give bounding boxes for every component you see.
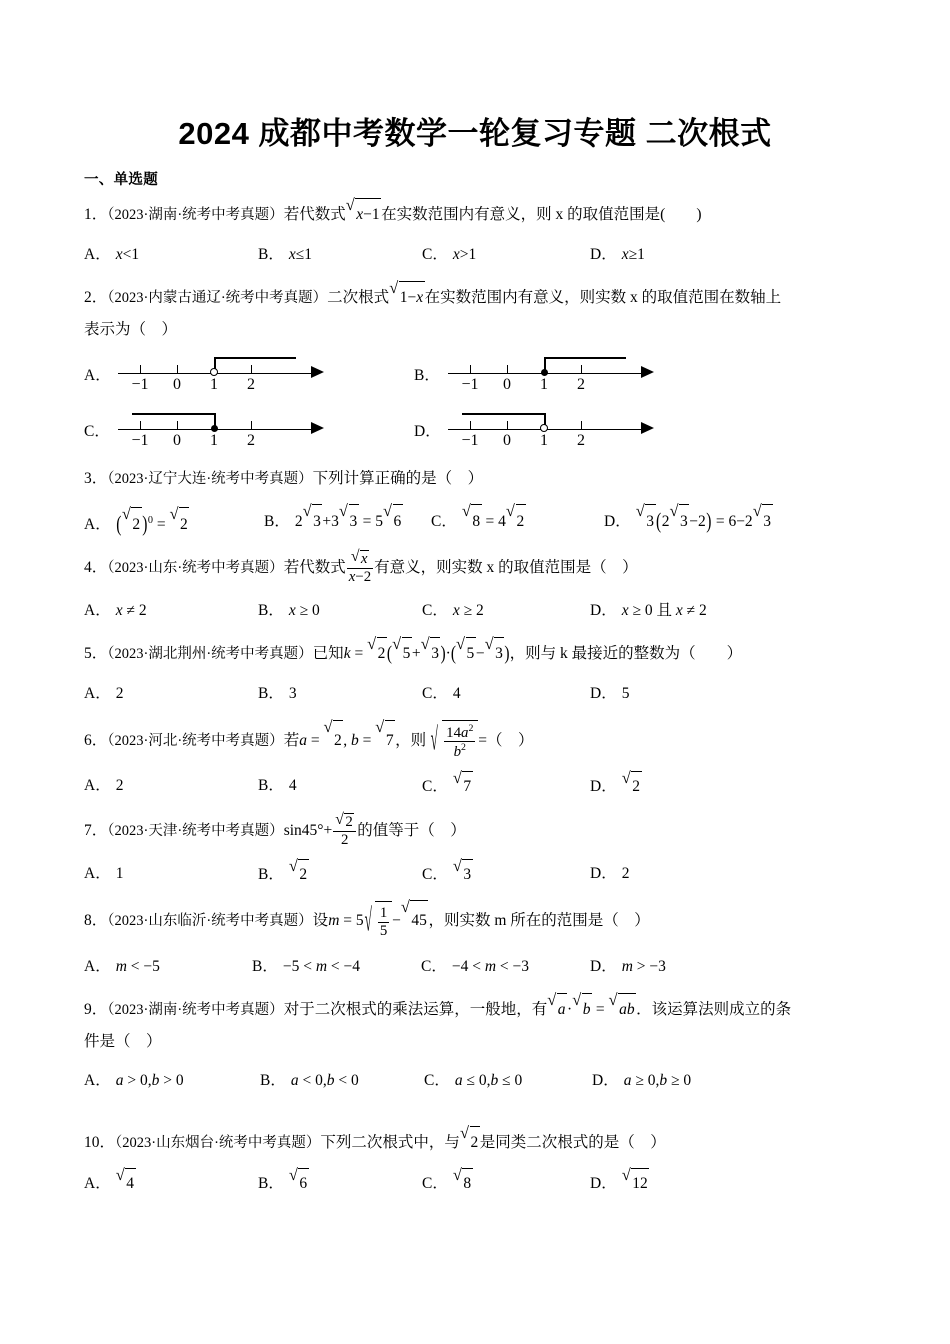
option-c-label: C． — [84, 423, 110, 440]
question-4 — [84, 549, 874, 626]
endpoint-filled-dot — [541, 369, 548, 376]
option-b-label: B． — [414, 367, 440, 384]
question-1-number: 1 — [84, 206, 92, 223]
question-4-number: 4 — [84, 559, 92, 576]
question-9-option-d[interactable]: D． a ≥ 0,b ≥ 0 — [592, 1071, 692, 1089]
question-8-number: 8 — [84, 912, 92, 930]
tick-0 — [177, 365, 178, 374]
tick-label-1: 1 — [540, 376, 548, 393]
tick-0 — [507, 421, 508, 430]
question-3-stem: 3．（2023·辽宁大连·统考中考真题）下列计算正确的是（ ） — [84, 470, 484, 487]
question-2-prefix: 二次根式 — [327, 289, 390, 306]
question-8-option-d[interactable]: D． m > −3 — [590, 957, 666, 975]
question-10-suffix: 是同类二次根式的是（ ） — [479, 1133, 666, 1151]
question-10-source: （2023·山东烟台·统考中考真题） — [115, 1134, 321, 1151]
question-6-expression: a = √ 2, b = √ 7，则 √ $\frac{14a^2}{b^2}$ — [299, 732, 478, 749]
question-5-option-c[interactable]: C． 4 — [422, 685, 461, 702]
question-5-expression: k = √ 2( √ 5+ √ 3)·( √ 5− √ 3) — [344, 645, 510, 662]
question-5-suffix: ，则与 k 最接近的整数为（ ） — [509, 645, 743, 662]
tick-label-2: 2 — [577, 432, 585, 449]
question-9-stem: 9．（2023·湖南·统考中考真题）对于二次根式的乘法运算，一般地，有 √ a· √ b = √ ab．该运算法则成立的条 — [84, 993, 874, 1026]
question-5-option-b[interactable]: B． 3 — [258, 685, 297, 702]
question-5-source: （2023·湖北荆州·统考中考真题） — [107, 646, 313, 662]
question-10-options — [84, 1168, 874, 1198]
question-10-expression: √ 2 — [460, 1126, 480, 1158]
question-3-options — [84, 504, 874, 538]
question-6-stem: 6．（2023·河北·统考中考真题）若a = √ 2, b = √ 7，则 √ $\frac{14a^2}{b^2}$ =（ ） — [84, 720, 874, 762]
question-5-options — [84, 679, 874, 709]
question-1-option-c[interactable]: C． x>1 — [422, 246, 477, 263]
question-10-option-d[interactable]: D． √ 12 — [590, 1168, 649, 1199]
question-9 — [84, 993, 874, 1096]
question-2-stem-line2: 表示为（ ） — [84, 321, 178, 338]
spacer — [84, 1107, 874, 1126]
question-5-prefix: 已知 — [312, 645, 344, 662]
question-8-options — [84, 952, 874, 982]
question-3-option-a[interactable]: A． ( √ 2 )$^0$ = √ 2 — [84, 504, 189, 542]
ray-right — [214, 357, 296, 359]
ray-left — [462, 413, 546, 415]
question-7-expression: sin45°+ √ $\frac{2}{2}$ — [284, 822, 358, 839]
question-2-option-a[interactable] — [84, 349, 414, 401]
question-10-option-c[interactable]: C． √ 8 — [422, 1168, 473, 1199]
page-title: 2024 成都中考数学一轮复习专题 二次根式 — [178, 116, 772, 151]
number-line-c — [118, 405, 348, 457]
question-9-number: 9 — [84, 1000, 92, 1018]
question-1-option-a[interactable]: A． x<1 — [84, 246, 140, 263]
question-8-expression: m = 5 √ $\frac{1}{5}$ − √ 45 — [328, 912, 428, 929]
question-7 — [84, 812, 874, 889]
axis-arrow-icon — [311, 366, 324, 378]
tick-2 — [581, 365, 582, 374]
tick-label-0: 0 — [173, 432, 181, 449]
ray-left — [132, 413, 216, 415]
tick-label-2: 2 — [577, 376, 585, 393]
question-8-prefix: 设 — [312, 912, 329, 930]
question-3-suffix: 下列计算正确的是（ ） — [312, 470, 484, 487]
question-10-prefix: 下列二次根式中，与 — [320, 1133, 460, 1151]
question-2-expression: √ 1−x — [389, 281, 424, 313]
question-1-option-b[interactable]: B． x≤1 — [258, 246, 312, 263]
question-6-option-b[interactable]: B． 4 — [258, 777, 297, 795]
document-body — [84, 168, 874, 1209]
question-1-source: （2023·湖南·统考中考真题） — [107, 207, 284, 223]
question-2-option-d[interactable] — [414, 405, 744, 457]
tick-label-neg1: −1 — [461, 432, 479, 449]
question-7-suffix: 的值等于（ ） — [357, 822, 466, 840]
question-3-option-c[interactable]: C． √ 8 = 4 √ 2 — [431, 504, 526, 539]
axis-arrow-icon — [641, 366, 654, 378]
question-4-option-a[interactable]: A． x ≠ 2 — [84, 602, 147, 619]
question-5-option-d[interactable]: D． 5 — [590, 685, 630, 702]
question-10-stem: 10．（2023·山东烟台·统考中考真题）下列二次根式中，与 √ 2是同类二次根式的是（ ） — [84, 1126, 874, 1159]
question-2-suffix: 在实数范围内有意义，则实数 x 的取值范围在数轴上 — [424, 289, 782, 306]
question-4-source: （2023·山东·统考中考真题） — [107, 560, 284, 576]
option-a-label: A． — [84, 367, 111, 384]
question-5-stem: 5．（2023·湖北荆州·统考中考真题）已知k = √ 2( √ 5+ √ 3)·( √ 5− √ 3)，则与 k 最接近的整数为（ ） — [84, 637, 874, 670]
question-10 — [84, 1126, 874, 1198]
question-1-expression: √ x−1 — [346, 198, 381, 230]
question-1-option-d[interactable]: D． x≥1 — [590, 246, 645, 263]
question-2-number: 2 — [84, 289, 92, 306]
question-7-stem: 7．（2023·天津·统考中考真题）sin45°+ √ $\frac{2}{2}$ 的值等于（ ） — [84, 812, 874, 850]
section-heading: 一、单选题 — [84, 172, 158, 188]
question-10-option-a[interactable]: A． √ 4 — [84, 1168, 136, 1199]
question-8 — [84, 900, 874, 981]
tick-2 — [251, 365, 252, 374]
question-3-option-d[interactable]: D． √ 3 (2 √ 3−2) = 6−2 √ 3 — [604, 504, 773, 539]
question-6-option-c[interactable]: C． √ 7 — [422, 771, 473, 802]
question-4-options — [84, 596, 874, 626]
question-1 — [84, 198, 874, 270]
tick-label-1: 1 — [540, 432, 548, 449]
question-1-stem: 1．（2023·湖南·统考中考真题）若代数式 √ x−1在实数范围内有意义，则 x 的取值范围是( ) — [84, 198, 874, 231]
question-7-option-b[interactable]: B． √ 2 — [258, 859, 309, 890]
tick-label-0: 0 — [503, 376, 511, 393]
question-6-options — [84, 771, 874, 801]
question-10-number: 10 — [84, 1133, 100, 1151]
question-5-number: 5 — [84, 645, 92, 662]
question-4-option-b[interactable]: B． x ≥ 0 — [258, 602, 320, 619]
question-4-prefix: 若代数式 — [283, 559, 346, 576]
question-9-expression: √ a· √ b = √ ab — [547, 1001, 636, 1018]
ray-right — [544, 357, 626, 359]
question-7-source: （2023·天津·统考中考真题） — [107, 823, 284, 840]
question-8-option-c[interactable]: C． −4 < m < −3 — [421, 957, 530, 975]
question-8-source: （2023·山东临沂·统考中考真题） — [107, 913, 313, 930]
tick-2 — [251, 421, 252, 430]
question-6-prefix: 若 — [283, 732, 300, 749]
question-4-option-d[interactable]: D． x ≥ 0 且 x ≠ 2 — [590, 602, 707, 619]
question-6-number: 6 — [84, 732, 92, 749]
question-8-option-b[interactable]: B． −5 < m < −4 — [252, 957, 361, 975]
question-3-number: 3 — [84, 470, 92, 487]
question-7-number: 7 — [84, 822, 92, 840]
question-7-option-d[interactable]: D． 2 — [590, 865, 630, 883]
question-2 — [84, 281, 874, 457]
question-9-option-b[interactable]: B． a < 0,b < 0 — [260, 1071, 359, 1089]
tick-neg1 — [470, 365, 471, 374]
question-8-option-a[interactable]: A． m < −5 — [84, 957, 160, 975]
tick-label-2: 2 — [247, 432, 255, 449]
tick-neg1 — [470, 421, 471, 430]
question-2-option-c[interactable] — [84, 405, 414, 457]
question-1-suffix: 在实数范围内有意义，则 x 的取值范围是( ) — [381, 206, 702, 223]
question-4-expression: √ $\frac{x}{x-2}$ — [347, 550, 373, 585]
question-1-prefix: 若代数式 — [283, 206, 346, 223]
question-9-prefix: 对于二次根式的乘法运算，一般地，有 — [283, 1000, 548, 1018]
question-3-source: （2023·辽宁大连·统考中考真题） — [107, 471, 313, 487]
tick-label-neg1: −1 — [461, 376, 479, 393]
question-1-options — [84, 240, 874, 270]
question-5-option-a[interactable]: A． 2 — [84, 685, 124, 702]
question-6-option-a[interactable]: A． 2 — [84, 777, 124, 795]
tick-label-neg1: −1 — [131, 376, 149, 393]
tick-2 — [581, 421, 582, 430]
tick-label-0: 0 — [503, 432, 511, 449]
tick-label-2: 2 — [247, 376, 255, 393]
number-line-b — [448, 349, 678, 401]
endpoint-open-circle — [540, 424, 548, 432]
question-8-stem: 8．（2023·山东临沂·统考中考真题）设m = 5 √ $\frac{1}{5}$ − √ 45，则实数 m 所在的范围是（ ） — [84, 900, 874, 942]
question-2-options-row-1 — [84, 349, 874, 401]
question-9-suffix: ．该运算法则成立的条 — [636, 1000, 792, 1018]
question-9-option-a[interactable]: A． a > 0,b > 0 — [84, 1071, 184, 1089]
question-2-options-row-2 — [84, 405, 874, 457]
number-line-d — [448, 405, 678, 457]
question-4-stem: 4．（2023·山东·统考中考真题）若代数式 √ $\frac{x}{x-2}$ 有意义，则实数 x 的取值范围是（ ） — [84, 549, 874, 587]
question-6-suffix: =（ ） — [478, 732, 534, 749]
tick-0 — [507, 365, 508, 374]
question-2-stem: 2．（2023·内蒙古通辽·统考中考真题）二次根式 √ 1−x在实数范围内有意义，则实数 x 的取值范围在数轴上 — [84, 281, 874, 314]
question-9-options — [84, 1066, 874, 1096]
question-7-option-a[interactable]: A． 1 — [84, 865, 124, 883]
tick-label-neg1: −1 — [131, 432, 149, 449]
axis-arrow-icon — [641, 422, 654, 434]
endpoint-open-circle — [210, 368, 218, 376]
question-10-option-b[interactable]: B． √ 6 — [258, 1168, 309, 1199]
question-3-option-b[interactable]: B． 2 √ 3+3 √ 3 = 5 √ 6 — [264, 504, 403, 539]
axis-arrow-icon — [311, 422, 324, 434]
question-9-source: （2023·湖南·统考中考真题） — [107, 1001, 284, 1018]
tick-label-1: 1 — [210, 376, 218, 393]
question-5 — [84, 637, 874, 709]
question-6-option-d[interactable]: D． √ 2 — [590, 771, 642, 802]
tick-label-1: 1 — [210, 432, 218, 449]
question-7-option-c[interactable]: C． √ 3 — [422, 859, 473, 890]
question-9-option-c[interactable]: C． a ≤ 0,b ≤ 0 — [424, 1071, 523, 1089]
tick-0 — [177, 421, 178, 430]
question-7-options — [84, 859, 874, 889]
option-d-label: D． — [414, 423, 441, 440]
number-line-a — [118, 349, 348, 401]
tick-neg1 — [140, 365, 141, 374]
question-2-source: （2023·内蒙古通辽·统考中考真题） — [107, 290, 328, 306]
question-2-option-b[interactable] — [414, 349, 744, 401]
question-6-source: （2023·河北·统考中考真题） — [107, 733, 284, 749]
tick-neg1 — [140, 421, 141, 430]
question-6 — [84, 720, 874, 801]
question-4-option-c[interactable]: C． x ≥ 2 — [422, 602, 484, 619]
question-3 — [84, 463, 874, 538]
tick-label-0: 0 — [173, 376, 181, 393]
endpoint-filled-dot — [211, 425, 218, 432]
question-9-stem-line2: 件是（ ） — [84, 1032, 162, 1050]
question-8-suffix: ，则实数 m 所在的范围是（ ） — [428, 912, 650, 930]
question-4-suffix: 有意义，则实数 x 的取值范围是（ ） — [374, 559, 638, 576]
